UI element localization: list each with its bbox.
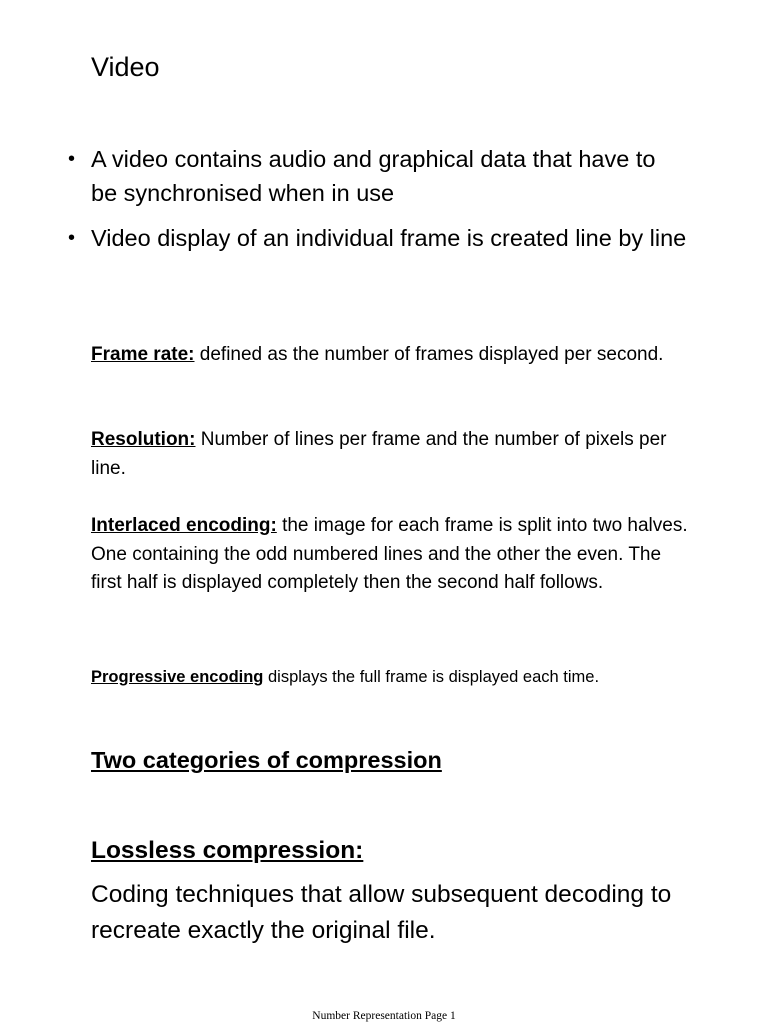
definition-text: displays the full frame is displayed each time. <box>263 668 600 686</box>
definition-resolution <box>91 426 691 483</box>
bullet-item <box>68 221 688 255</box>
definition-frame-rate <box>91 341 691 370</box>
page-title: Video <box>91 52 160 82</box>
lossless-heading: Lossless compression: <box>91 837 364 864</box>
lossless-body: Coding techniques that allow subsequent decoding to recreate exactly the original file. <box>91 881 672 944</box>
definition-term: Resolution: <box>91 429 196 450</box>
bullet-list <box>68 142 688 266</box>
definition-text: Number of lines per frame and the number of pixels per line. <box>91 429 667 479</box>
definition-text: defined as the number of frames displayed per second. <box>194 344 664 365</box>
compression-heading: Two categories of compression <box>91 747 442 773</box>
definition-term: Progressive encoding <box>91 668 264 686</box>
bullet-item <box>68 142 688 210</box>
definition-term: Frame rate: <box>91 344 195 365</box>
bullet-icon: • <box>68 148 76 170</box>
bullet-text: A video contains audio and graphical data that have to be synchronised when in use <box>91 146 656 206</box>
bullet-text: Video display of an individual frame is created line by line <box>91 225 687 251</box>
definition-term: Interlaced encoding: <box>91 515 277 536</box>
bullet-icon: • <box>68 227 76 249</box>
definition-interlaced <box>91 512 691 598</box>
definition-progressive <box>91 665 691 689</box>
definition-text: the image for each frame is split into two halves. One containing the odd numbered lines and the other the even. The first half is displayed completely then the second half follows. <box>91 515 688 593</box>
page-footer: Number Representation Page 1 <box>312 1010 456 1022</box>
